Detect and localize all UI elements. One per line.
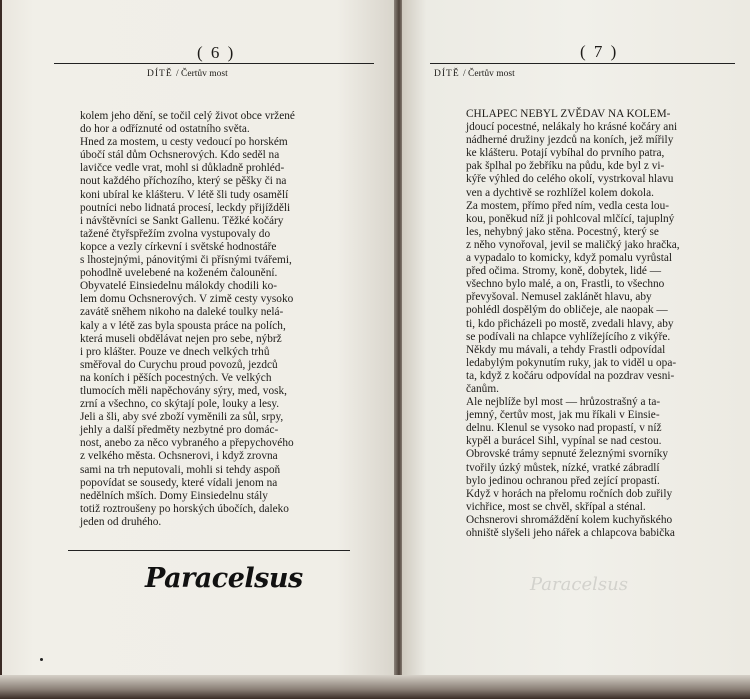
text-line: les, nehybný jako stěna. Pocestný, který se <box>466 225 659 238</box>
header-rule <box>54 63 374 64</box>
text-line: Obrovské trámy sepnuté železnými svorníky <box>466 448 669 461</box>
text-line: tvořily úzký můstek, nízké, vratké zábradlí <box>466 461 660 474</box>
text-line: Hned za mostem, u cesty vedoucí po horském <box>80 136 288 149</box>
text-line: ledabylým pokynutím ruky, jak to viděl u opa- <box>466 356 677 369</box>
text-line: popovídat se sousedy, které vídali jenom na <box>80 476 278 489</box>
text-line: pohlédl dospělým do obličeje, ale naopak — <box>466 304 668 317</box>
text-line: nost, anebo za něco vybraného a přepychového <box>80 437 294 450</box>
text-line: Někdy mu mávali, a tehdy Frastli odpovídal <box>466 343 666 356</box>
text-line: lem domu Ochsnerových. V zimě cesty vysoko <box>80 293 294 306</box>
text-line: jeden od druhého. <box>80 515 162 528</box>
text-line: Jeli a šli, aby své zboží vyměnili za sůl, srpy, <box>80 411 284 424</box>
corner-mark <box>40 658 43 661</box>
text-line: ke klášteru. Potají vybíhal do prvního patra, <box>466 147 665 160</box>
running-head <box>434 69 515 79</box>
text-line: pak šplhal po žebříku na půdu, kde byl z vi- <box>466 160 665 173</box>
text-line: Za mostem, přímo před ním, vedla cesta lou- <box>466 199 669 212</box>
text-line: a vypadalo to komicky, když pomalu vyrůstal <box>466 252 673 265</box>
text-line: nedělních mších. Domy Einsiedelnu stály <box>80 489 268 502</box>
text-line: se podívali na chlapce vyhlížejícího z vikýře. <box>466 330 671 343</box>
text-line: s lhostejnými, pánovitými či přísnými tvářemi, <box>80 254 292 267</box>
running-head-title: / Čertův most <box>176 69 228 79</box>
running-head-author: DÍTĚ <box>147 69 173 79</box>
text-line: kopce a vezly církevní i světské hodnostáře <box>80 240 277 253</box>
right-page <box>402 0 750 699</box>
running-head-author: DÍTĚ <box>434 69 460 79</box>
text-line: i pro klášter. Pouze ve dnech velkých trhů <box>80 345 270 358</box>
text-line: z něho vynořoval, jevil se maličký jako hračka, <box>466 238 680 251</box>
text-line: nádherné družiny jezdců na koních, jež mířily <box>466 134 674 147</box>
text-line: ven a dychtivě se rozhlížel kolem dokola. <box>466 186 654 199</box>
text-line: CHLAPEC NEBYL ZVĚDAV NA KOLEM- <box>466 108 671 120</box>
text-line: ta, když z kočáru odpovídal na pozdrav vesni- <box>466 369 675 382</box>
body-text <box>80 110 346 529</box>
text-line: ohniště slyšeli jeho nářek a chlapcova babička <box>466 527 675 539</box>
text-line: jehly a další předměty nezbytné pro domác- <box>80 424 279 437</box>
text-line: z velkého města. Ochsnerovi, i když zrovna <box>80 450 278 463</box>
text-line: směřoval do Curychu proud povozů, jezdců <box>80 358 278 371</box>
text-line: Ochsnerovi shromáždění kolem kuchyňského <box>466 513 673 526</box>
text-line: i návštěvníci se Sankt Gallenu. Těžké kočáry <box>80 214 284 227</box>
text-line: Obyvatelé Einsiedelnu málokdy chodili ko- <box>80 280 278 293</box>
page-number: ( 7 ) <box>580 42 619 61</box>
text-line: převyšoval. Nemusel zaklánět hlavu, aby <box>466 291 652 304</box>
running-head <box>147 69 228 79</box>
text-line: kaly a v létě zas byla spousta práce na polích, <box>80 319 286 332</box>
text-line: sami na trh neputovali, mohli si tehdy aspoň <box>80 463 281 476</box>
page-number: ( 6 ) <box>197 43 236 62</box>
text-line: úbočí stál dům Ochsnerových. Kdo seděl na <box>80 149 280 162</box>
text-line: vichřice, most se chvěl, skřípal a sténal. <box>466 500 646 513</box>
text-line: do hor a odříznuté od ostatního světa. <box>80 123 250 136</box>
text-line: Když v horách na přelomu ročních dob zuřily <box>466 487 673 500</box>
text-line: ti, kdo přicházeli po mostě, zvedali hlavy, aby <box>466 317 674 330</box>
paracelsus-logo: Paracelsus <box>145 563 303 594</box>
text-line: na koních i pěších pocestných. Ve velkých <box>80 371 272 384</box>
page-bottom-edge <box>0 675 750 699</box>
text-line: jemný, čertův most, jak mu říkali v Einsie- <box>466 409 660 422</box>
text-line: kou, poněkud níž ji pohlcoval mlčící, tajuplný <box>466 212 675 225</box>
header-rule <box>430 63 735 64</box>
left-page <box>2 0 396 699</box>
text-line: zrní a všechno, co skýtají pole, louky a lesy. <box>80 398 280 411</box>
text-line: totiž roztroušeny po horských úbočích, daleko <box>80 502 289 515</box>
text-line: čanům. <box>466 382 499 395</box>
running-head-title: / Čertův most <box>463 69 515 79</box>
text-line: nout každého příchozího, který se pěšky či na <box>80 175 287 188</box>
text-line: pohodlně uvelebené na koženém čalounění. <box>80 267 278 280</box>
text-line: jdoucí pocestné, nelákaly ho krásné kočáry ani <box>466 121 678 134</box>
text-line: Ale nejblíže byl most — hrůzostrašný a ta- <box>466 396 661 409</box>
text-line: delnu. Klenul se vysoko nad propastí, v níž <box>466 422 662 435</box>
text-line: kolem jeho dění, se točil celý život obce vržené <box>80 110 295 122</box>
text-line: koni ubíral ke klášteru. V létě šli tudy osamělí <box>80 188 289 201</box>
footer-rule <box>68 550 350 551</box>
text-line: kypěl a burácel Sihl, vypínal se nad cestou. <box>466 435 662 448</box>
text-line: tažené čtyřspřežím zvolna vystupovaly do <box>80 227 271 240</box>
text-line: tlumocích měli napěchovány sýry, med, vosk, <box>80 384 287 397</box>
text-line: poutníci nebo lidnatá procesí, leckdy přijížděli <box>80 201 291 214</box>
body-text <box>466 108 736 540</box>
text-line: před očima. Stromy, koně, dobytek, lidé — <box>466 265 662 278</box>
text-line: lavičce vedle vrat, mohl si důkladně prohléd- <box>80 162 285 175</box>
show-through-logo: Paracelsus <box>530 574 628 595</box>
text-line: všechno bylo malé, a on, Frastli, to všechno <box>466 278 665 291</box>
text-line: kýře výhled do celého okolí, vystrkoval hlavu <box>466 173 674 186</box>
text-line: bylo jedinou ochranou před zející propastí. <box>466 474 660 487</box>
text-line: zavátě sněhem nikoho na daleké toulky nelá- <box>80 306 284 319</box>
text-line: která museli obdělávat nejen pro sebe, nýbrž <box>80 332 282 345</box>
